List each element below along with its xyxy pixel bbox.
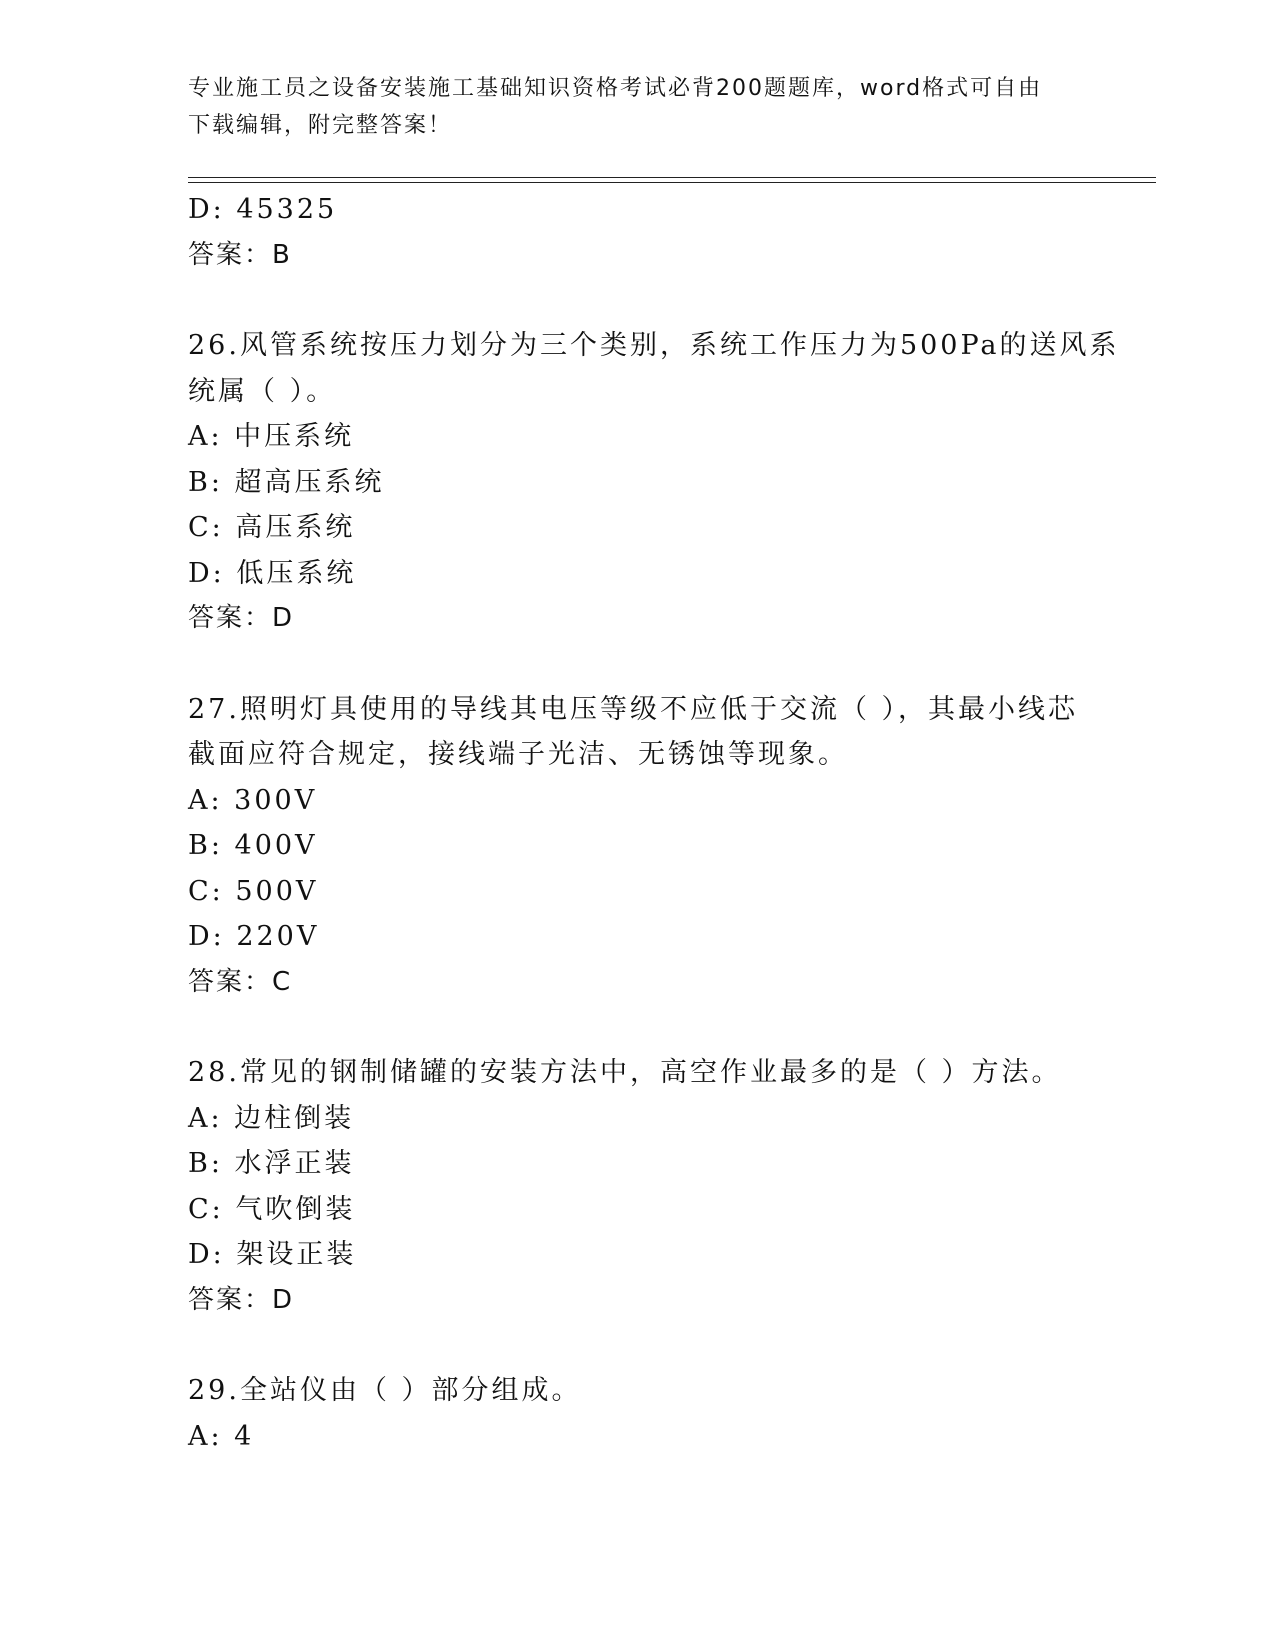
option-c: C: 高压系统 — [188, 512, 356, 543]
option-c: C: 500V — [188, 875, 319, 907]
header-divider-top — [188, 177, 1156, 178]
option-a: A: 边柱倒装 — [188, 1102, 355, 1134]
question-stem-continued: 截面应符合规定，接线端子光洁、无锈蚀等现象。 — [188, 739, 848, 770]
answer: 答案：B — [188, 239, 292, 270]
question-stem: 29.全站仪由（ ）部分组成。 — [188, 1375, 582, 1406]
question-stem-continued: 统属（ ）。 — [188, 375, 337, 407]
option-d: D: 架设正装 — [188, 1239, 357, 1270]
option-d: D: 220V — [188, 921, 320, 952]
option-a: A: 中压系统 — [188, 421, 355, 452]
option-a: A: 4 — [188, 1420, 255, 1452]
question-stem: 27.照明灯具使用的导线其电压等级不应低于交流（ ），其最小线芯 — [188, 693, 1079, 725]
option-b: B: 水浮正装 — [188, 1148, 355, 1179]
question-stem: 26.风管系统按压力划分为三个类别，系统工作压力为500Pa的送风系 — [188, 330, 1120, 361]
page-header — [188, 70, 1068, 144]
answer: 答案：C — [188, 966, 293, 997]
question-28 — [188, 1050, 1088, 1323]
header-title-line-1: 专业施工员之设备安装施工基础知识资格考试必背200题题库，word格式可自由 — [188, 76, 1043, 101]
spacer — [188, 278, 1088, 323]
header-title-line-2: 下载编辑，附完整答案！ — [188, 113, 453, 138]
option-c: C: 气吹倒装 — [188, 1193, 356, 1225]
option-b: B: 400V — [188, 830, 318, 861]
option-b: B: 超高压系统 — [188, 466, 385, 498]
answer: 答案：D — [188, 1284, 295, 1315]
option-d: D: 低压系统 — [188, 557, 357, 589]
spacer — [188, 1005, 1088, 1050]
spacer — [188, 1323, 1088, 1368]
question-stem: 28.常见的钢制储罐的安装方法中，高空作业最多的是（ ）方法。 — [188, 1057, 1062, 1088]
question-25-tail — [188, 187, 1088, 278]
question-26 — [188, 323, 1120, 642]
header-divider-bottom — [188, 182, 1156, 183]
spacer — [188, 642, 1088, 687]
answer: 答案：D — [188, 603, 295, 633]
question-29 — [188, 1368, 1088, 1459]
option-d: D: 45325 — [188, 194, 338, 225]
question-27 — [188, 687, 1088, 1006]
question-list — [188, 187, 1120, 1459]
option-a: A: 300V — [188, 784, 318, 816]
